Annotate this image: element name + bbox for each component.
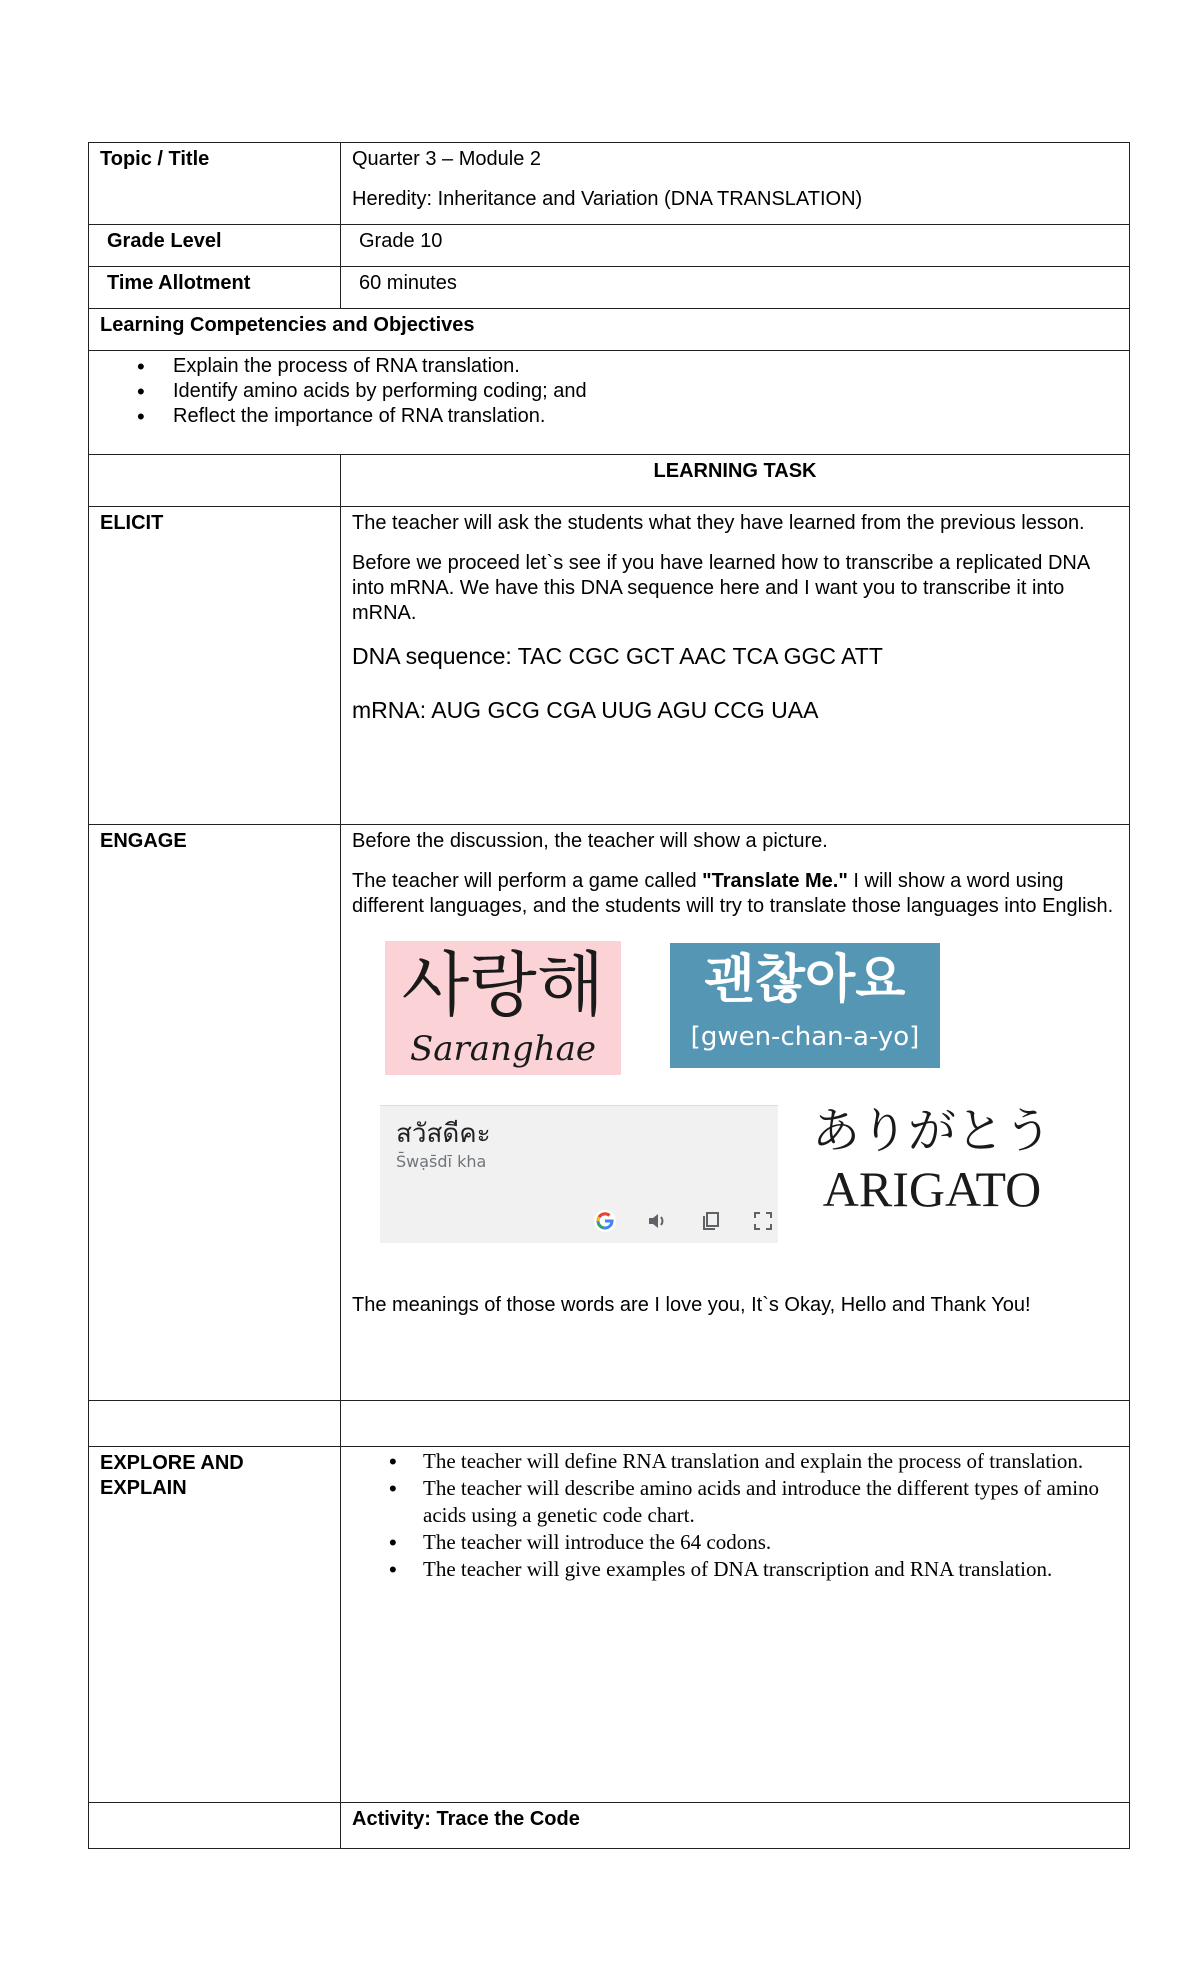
competencies-list: [89, 354, 1129, 429]
expand-icon: [748, 1206, 778, 1236]
explore-item: • The teacher will introduce the 64 codons.: [423, 1529, 1121, 1556]
spacer-row: [89, 1401, 1130, 1447]
explore-label: EXPLORE AND EXPLAIN: [89, 1447, 341, 1803]
time-value: 60 minutes: [341, 267, 1130, 309]
elicit-row: [89, 507, 1130, 825]
engage-p2-after: I will show a word using different languages, and the students will try to translate those languages into English.: [352, 870, 1114, 917]
korean-text: 사랑해: [401, 944, 605, 1026]
korean-okay-picture: [670, 943, 940, 1068]
empty-cell: [341, 1401, 1130, 1447]
elicit-paragraph-2: Before we proceed let`s see if you have learned how to transcribe a replicated DNA into mRNA. We have this DNA sequence here and I want you to transcribe it into mRNA.: [352, 552, 1090, 624]
activity-row: [89, 1803, 1130, 1849]
elicit-paragraph-1: The teacher will ask the students what they have learned from the previous lesson.: [352, 512, 1085, 534]
engage-p2-before: The teacher will perform a game called: [352, 870, 703, 892]
competencies-cell: [89, 351, 1130, 455]
japanese-text: ありがとう: [812, 1103, 1053, 1159]
elicit-label: ELICIT: [89, 507, 341, 825]
topic-row: [89, 143, 1130, 225]
engage-label: ENGAGE: [89, 825, 341, 1401]
topic-value: [341, 143, 1130, 225]
dna-sequence: DNA sequence: TAC CGC GCT AAC TCA GGC ATT: [352, 643, 883, 669]
engage-paragraph-1: Before the discussion, the teacher will show a picture.: [352, 830, 828, 852]
explore-row: [89, 1447, 1130, 1803]
grade-row: [89, 225, 1130, 267]
copy-icon: [696, 1206, 726, 1236]
okay-text: 괜찮아요: [704, 950, 906, 1010]
topic-line1: Quarter 3 – Module 2: [352, 148, 541, 170]
explore-item: • The teacher will define RNA translation and explain the process of translation.: [423, 1448, 1121, 1475]
empty-cell: [89, 1401, 341, 1447]
competency-item: • Reflect the importance of RNA translation.: [173, 404, 1129, 429]
game-title: "Translate Me.": [702, 870, 848, 892]
topic-label: Topic / Title: [89, 143, 341, 225]
explore-list: [341, 1448, 1121, 1583]
thai-romanization: S̄wạs̄dī kha: [396, 1152, 487, 1171]
activity-heading: Activity: Trace the Code: [341, 1803, 1130, 1849]
time-label: Time Allotment: [89, 267, 341, 309]
grade-label: Grade Level: [89, 225, 341, 267]
competencies-list-row: [89, 351, 1130, 455]
grade-value: Grade 10: [341, 225, 1130, 267]
mrna-sequence: mRNA: AUG GCG CGA UUG AGU CCG UAA: [352, 697, 819, 723]
explore-item: • The teacher will give examples of DNA transcription and RNA translation.: [423, 1556, 1121, 1583]
lesson-plan-table: [88, 142, 1130, 1849]
translate-toolbar: [590, 1206, 770, 1236]
elicit-content: [341, 507, 1130, 825]
thai-hello-picture: [380, 1105, 778, 1243]
thai-text: สวัสดีคะ: [396, 1119, 491, 1149]
learning-task-row: [89, 455, 1130, 507]
engage-row: [89, 825, 1130, 1401]
empty-cell: [89, 455, 341, 507]
korean-romanization: Saranghae: [409, 1029, 597, 1069]
speaker-icon: [642, 1206, 672, 1236]
competency-item: • Identify amino acids by performing coding; and: [173, 379, 1129, 404]
learning-task-heading: LEARNING TASK: [341, 455, 1130, 507]
language-pictures: [352, 941, 1118, 1291]
competencies-heading-row: [89, 309, 1130, 351]
japanese-thanks-picture: [812, 1101, 1052, 1241]
engage-paragraph-3: The meanings of those words are I love you, It`s Okay, Hello and Thank You!: [352, 1294, 1031, 1316]
competencies-heading: Learning Competencies and Objectives: [89, 309, 1130, 351]
empty-cell: [89, 1803, 341, 1849]
korean-love-picture: [385, 941, 621, 1075]
time-row: [89, 267, 1130, 309]
okay-romanization: [gwen-chan-a-yo]: [690, 1022, 920, 1052]
engage-content: [341, 825, 1130, 1401]
engage-paragraph-2: [352, 869, 1118, 919]
google-icon: [590, 1206, 620, 1236]
japanese-romanization: ARIGATO: [822, 1161, 1042, 1217]
topic-line2: Heredity: Inheritance and Variation (DNA TRANSLATION): [352, 188, 863, 210]
explore-item: • The teacher will describe amino acids and introduce the different types of amino acids using a genetic code chart.: [423, 1475, 1121, 1529]
competency-item: • Explain the process of RNA translation.: [173, 354, 1129, 379]
explore-content: [341, 1447, 1130, 1803]
